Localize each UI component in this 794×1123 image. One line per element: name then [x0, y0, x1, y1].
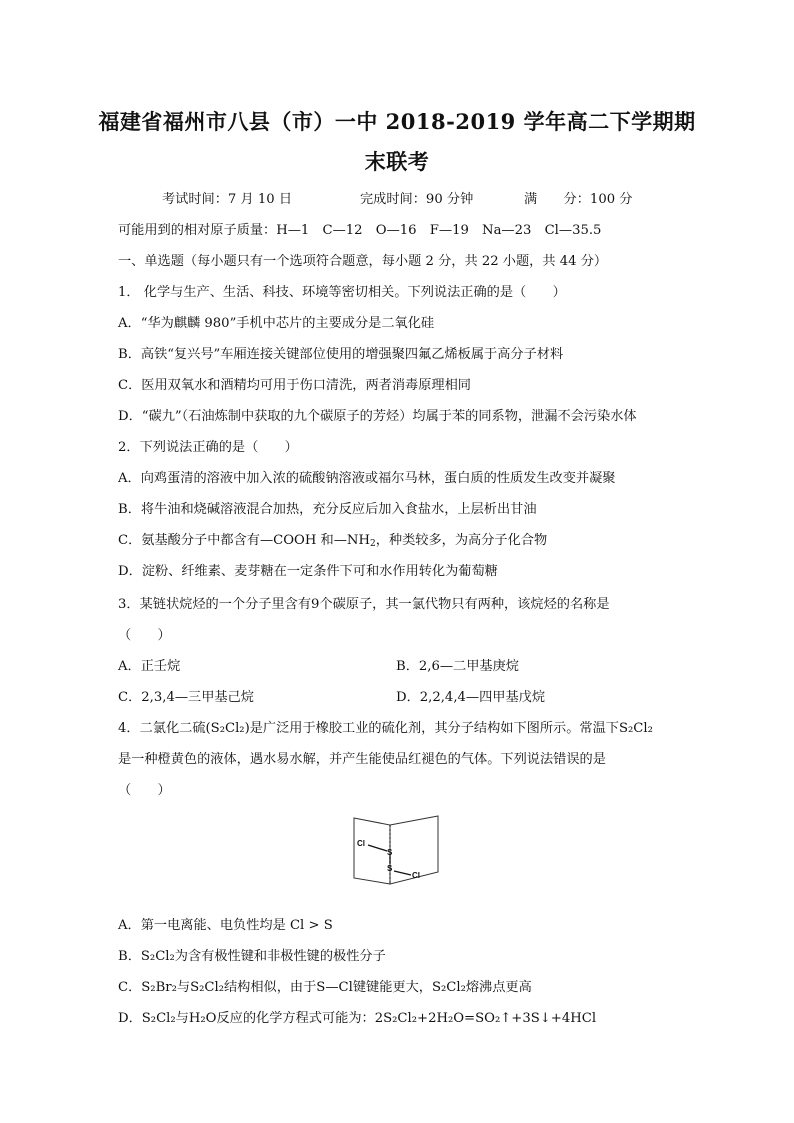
q2-option-c-subscript: 2	[369, 539, 376, 549]
q1-option-a: A．“华为麒麟 980”手机中芯片的主要成分是二氧化硅	[118, 316, 435, 331]
cl-label-right: Cl	[412, 871, 420, 880]
exam-full-score: 满 分：100 分	[524, 192, 633, 207]
q3-option-d: D．2,2,4,4—四甲基戊烷	[396, 690, 546, 705]
q4-stem-line1: 4．二氯化二硫(S₂Cl₂)是广泛用于橡胶工业的硫化剂，其分子结构如下图所示。常温下S₂Cl₂	[118, 721, 653, 736]
q4-stem-line2: 是一种橙黄色的液体，遇水易水解，并产生能使品红褪色的气体。下列说法错误的是	[118, 752, 606, 767]
q2-option-c-text: C．氨基酸分子中都含有—COOH 和—NH	[118, 533, 370, 548]
q2-option-a: A．向鸡蛋清的溶液中加入浓的硫酸钠溶液或福尔马林，蛋白质的性质发生改变并凝聚	[118, 471, 616, 486]
q2-option-d: D．淀粉、纤维素、麦芽糖在一定条件下可和水作用转化为葡萄糖	[118, 564, 498, 579]
q3-option-c: C．2,3,4—三甲基己烷	[118, 690, 254, 705]
q4-option-a: A．第一电离能、电负性均是 Cl > S	[118, 918, 333, 933]
s2cl2-structure-diagram	[348, 814, 448, 892]
q3-stem: 3．某链状烷烃的一个分子里含有9个碳原子，其一氯代物只有两种，该烷烃的名称是	[118, 597, 610, 612]
q2-option-c-tail: ，种类较多，为高分子化合物	[375, 533, 548, 548]
exam-duration: 完成时间：90 分钟	[360, 192, 474, 207]
exam-date: 考试时间：7 月 10 日	[162, 192, 293, 207]
bond-s-cl	[394, 871, 411, 875]
section-heading: 一、单选题（每小题只有一个选项符合题意，每小题 2 分，共 22 小题，共 44 分）	[118, 254, 608, 269]
q1-option-b: B．高铁“复兴号”车厢连接关键部位使用的增强聚四氟乙烯板属于高分子材料	[118, 347, 564, 362]
bond-cl-s	[368, 845, 387, 851]
q4-option-c: C．S₂Br₂与S₂Cl₂结构相似，由于S—Cl键键能更大，S₂Cl₂熔沸点更高	[118, 980, 532, 995]
q2-option-c	[118, 529, 547, 549]
q3-option-b: B．2,6—二甲基庚烷	[396, 659, 519, 674]
q1-stem: 1． 化学与生产、生活、科技、环境等密切相关。下列说法正确的是（ ）	[118, 285, 566, 300]
q1-option-d: D．“碳九”（石油炼制中获取的九个碳原子的芳烃）均属于苯的同系物，泄漏不会污染水体	[118, 409, 637, 424]
left-plane	[354, 818, 390, 884]
q4-option-d: D．S₂Cl₂与H₂O反应的化学方程式可能为：2S₂Cl₂+2H₂O=SO₂↑+3S↓+4HCl	[118, 1011, 597, 1026]
q3-answer-paren: （ ）	[118, 628, 171, 643]
s-label-top: S	[387, 848, 393, 857]
q1-option-c: C．医用双氧水和酒精均可用于伤口清洗，两者消毒原理相同	[118, 378, 471, 393]
cl-label-left: Cl	[357, 839, 365, 848]
atomic-masses: 可能用到的相对原子质量：H—1 C—12 O—16 F—19 Na—23 Cl—35.5	[118, 223, 602, 238]
q4-option-b: B．S₂Cl₂为含有极性键和非极性键的极性分子	[118, 949, 386, 964]
q2-option-b: B．将牛油和烧碱溶液混合加热，充分反应后加入食盐水，上层析出甘油	[118, 502, 537, 517]
exam-title-line1: 福建省福州市八县（市）一中 2018-2019 学年高二下学期期	[98, 109, 696, 134]
q4-answer-paren: （ ）	[118, 783, 171, 798]
q2-stem: 2．下列说法正确的是（ ）	[118, 440, 298, 455]
q3-option-a: A．正壬烷	[118, 659, 181, 674]
s-label-bottom: S	[387, 864, 393, 873]
exam-title-line2: 末联考	[364, 149, 430, 174]
